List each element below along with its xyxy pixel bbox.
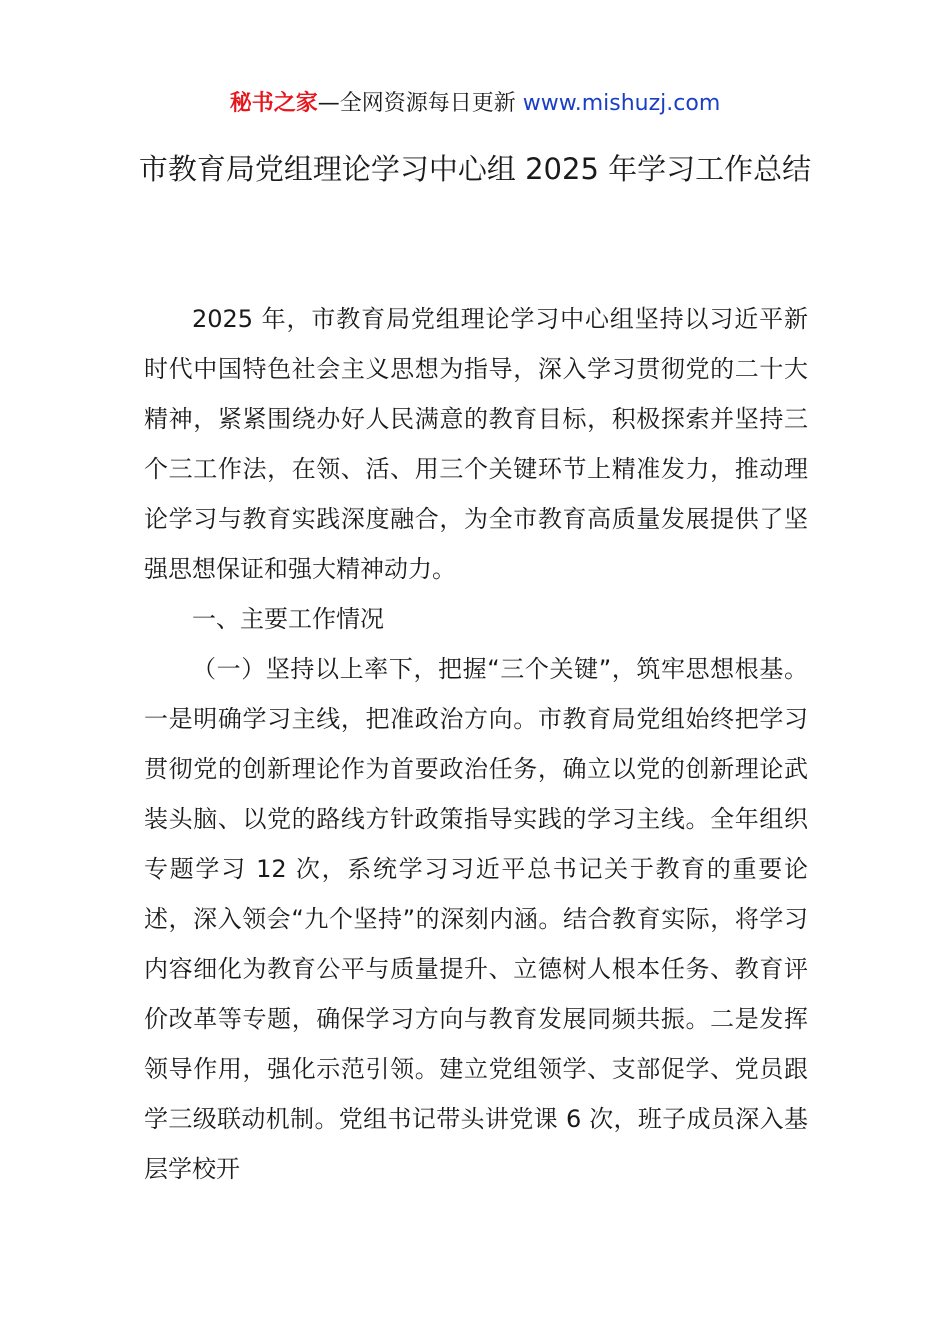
document-body xyxy=(144,294,808,1194)
site-header xyxy=(0,88,950,120)
intro-paragraph: 2025 年，市教育局党组理论学习中心组坚持以习近平新时代中国特色社会主义思想为指导，深入学习贯彻党的二十大精神，紧紧围绕办好人民满意的教育目标，积极探索并坚持三个三工作法，在领、活、用三个关键环节上精准发力，推动理论学习与教育实践深度融合，为全市教育高质量发展提供了坚强思想保证和强大精神动力。 xyxy=(144,305,808,583)
document-title: 市教育局党组理论学习中心组 2025 年学习工作总结 xyxy=(138,152,812,186)
section-heading: 一、主要工作情况 xyxy=(192,605,384,633)
site-url-link[interactable]: www.mishuzj.com xyxy=(522,91,721,116)
body-paragraph: （一）坚持以上率下，把握“三个关键”，筑牢思想根基。一是明确学习主线，把准政治方向。市教育局党组始终把学习贯彻党的创新理论作为首要政治任务，确立以党的创新理论武装头脑、以党的路线方针政策指导实践的学习主线。全年组织专题学习 12 次，系统学习习近平总书记关于教育的重要论述，深入领会“九个坚持”的深刻内涵。结合教育实际，将学习内容细化为教育公平与质量提升、立德树人根本任务、教育评价改革等专题，确保学习方向与教育发展同频共振。二是发挥领导作用，强化示范引领。建立党组领学、支部促学、党员跟学三级联动机制。党组书记带头讲党课 6 次，班子成员深入基层学校开 xyxy=(144,655,808,1183)
site-brand: 秘书之家 xyxy=(229,91,318,116)
site-tagline: —全网资源每日更新 xyxy=(317,91,523,116)
